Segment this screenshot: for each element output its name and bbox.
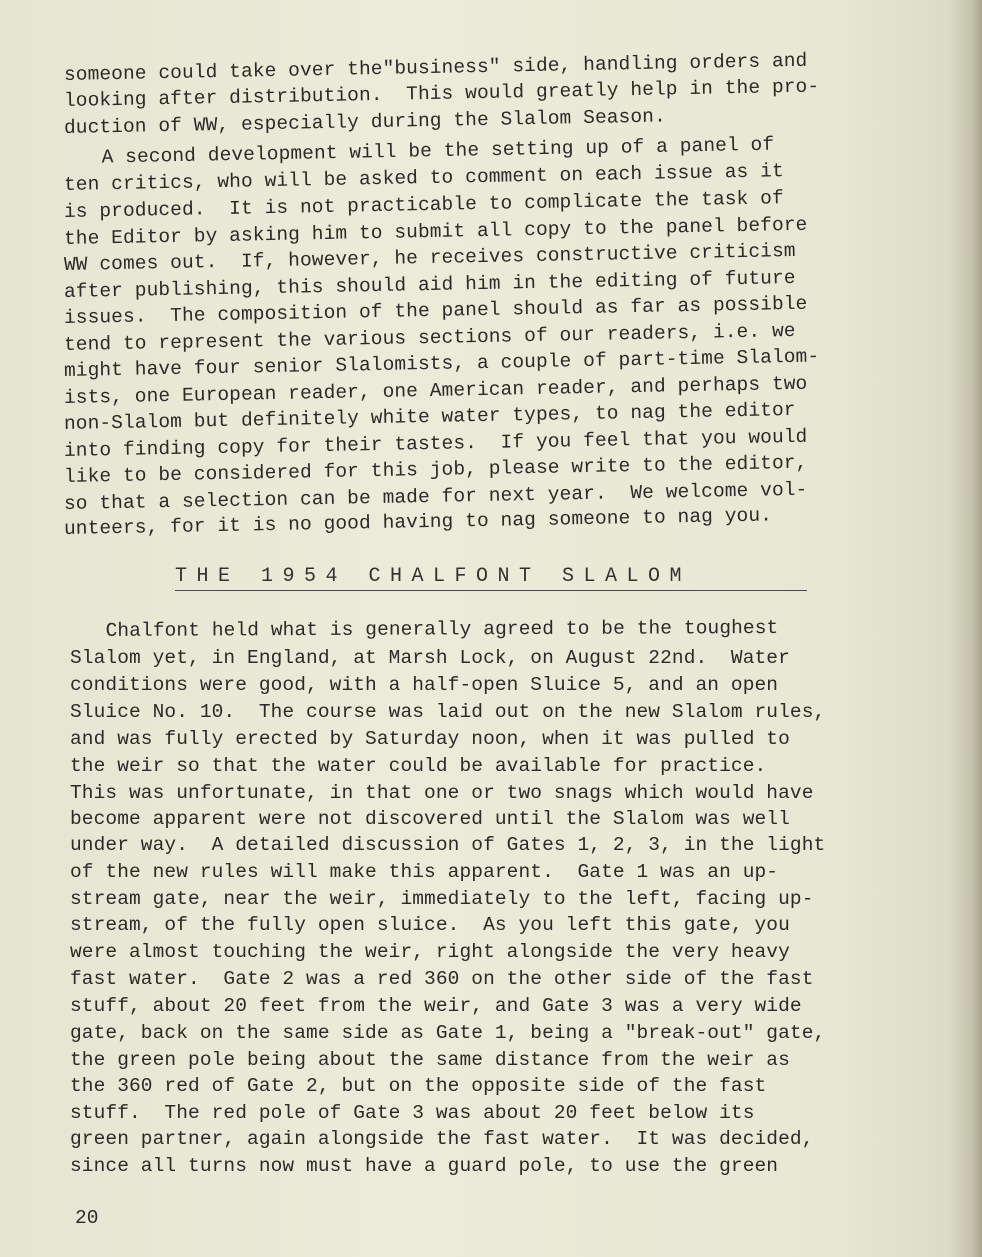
text-line: ten critics, who will be asked to comment on each issue as it <box>63 160 785 196</box>
text-line: duction of WW, especially during the Slalom Season. <box>63 105 667 139</box>
text-line: is produced. It is not practicable to complicate the task of <box>63 187 785 223</box>
text-line: since all turns now must have a guard pole, to use the green <box>70 1155 779 1177</box>
text-line: A second development will be the setting up of a panel of <box>77 133 775 169</box>
text-line: the green pole being about the same distance from the weir as <box>70 1049 790 1071</box>
text-line: gate, back on the same side as Gate 1, being a "break-out" gate, <box>70 1022 826 1044</box>
page-edge-shadow <box>948 0 982 1257</box>
text-line: tend to represent the various sections of our readers, i.e. we <box>63 319 796 356</box>
section-heading: THE 1954 CHALFONT SLALOM <box>175 565 807 591</box>
text-line: the Editor by asking him to submit all copy to the panel before <box>63 213 808 250</box>
text-line: and was fully erected by Saturday noon, when it was pulled to <box>70 728 790 750</box>
text-line: so that a selection can be made for next year. We welcome vol- <box>63 478 808 515</box>
text-line: the 360 red of Gate 2, but on the opposite side of the fast <box>70 1075 767 1097</box>
text-line: like to be considered for this job, please write to the editor, <box>63 451 808 488</box>
text-line: the weir so that the water could be available for practice. <box>70 755 767 777</box>
text-line: were almost touching the weir, right alongside the very heavy <box>70 941 790 963</box>
text-line: Sluice No. 10. The course was laid out on the new Slalom rules, <box>70 701 826 723</box>
text-line: under way. A detailed discussion of Gates 1, 2, 3, in the light <box>70 834 826 856</box>
text-line: after publishing, this should aid him in the editing of future <box>63 266 796 303</box>
text-line: non-Slalom but definitely white water types, to nag the editor <box>63 398 796 435</box>
text-line: conditions were good, with a half-open Sluice 5, and an open <box>70 674 779 696</box>
text-line: of the new rules will make this apparent. Gate 1 was an up- <box>70 861 779 883</box>
page-number: 20 <box>75 1207 99 1229</box>
text-line: might have four senior Slalomists, a couple of part-time Slalom- <box>63 345 820 382</box>
text-line: This was unfortunate, in that one or two snags which would have <box>70 782 814 804</box>
text-line: Chalfont held what is generally agreed to be the toughest <box>81 616 779 642</box>
text-line: into finding copy for their tastes. If you feel that you would <box>63 425 808 462</box>
text-line: someone could take over the"business" side, handling orders and <box>63 49 808 86</box>
text-line: become apparent were not discovered until the Slalom was well <box>70 808 790 830</box>
text-line: stream, of the fully open sluice. As you left this gate, you <box>70 914 790 936</box>
text-line: issues. The composition of the panel should as far as possible <box>63 292 808 329</box>
text-line: unteers, for it is no good having to nag someone to nag you. <box>63 504 773 540</box>
text-line: green partner, again alongside the fast water. It was decided, <box>70 1128 814 1150</box>
text-line: fast water. Gate 2 was a red 360 on the other side of the fast <box>70 968 814 990</box>
text-line: WW comes out. If, however, he receives constructive criticism <box>63 239 796 276</box>
text-line: stuff, about 20 feet from the weir, and Gate 3 was a very wide <box>70 995 802 1017</box>
text-line: stream gate, near the weir, immediately to the left, facing up- <box>70 888 814 910</box>
text-line: Slalom yet, in England, at Marsh Lock, on August 22nd. Water <box>70 647 790 669</box>
text-line: stuff. The red pole of Gate 3 was about 20 feet below its <box>70 1102 755 1124</box>
text-line: looking after distribution. This would greatly help in the pro- <box>63 75 820 112</box>
text-line: ists, one European reader, one American reader, and perhaps two <box>63 372 808 409</box>
